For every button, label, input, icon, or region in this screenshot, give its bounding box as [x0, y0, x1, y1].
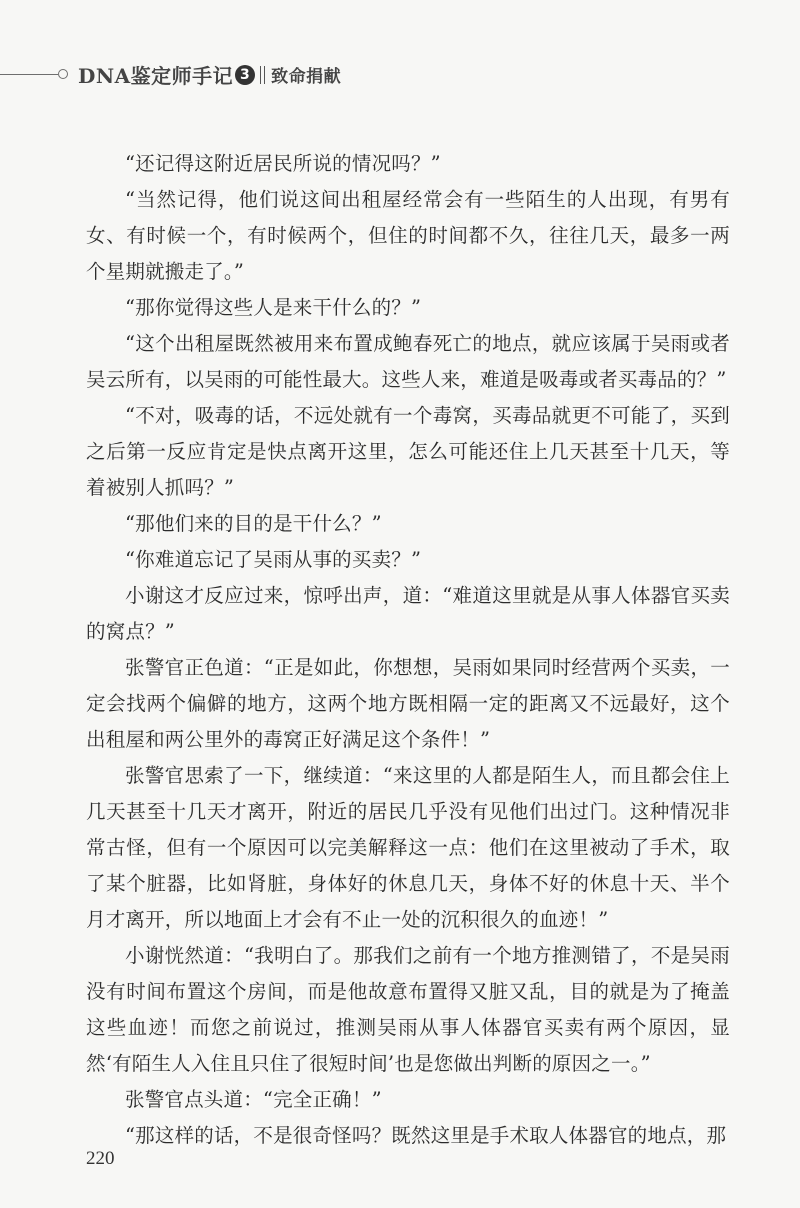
paragraph: 张警官点头道：“完全正确！”: [125, 1088, 382, 1111]
paragraph: “那他们来的目的是干什么？”: [125, 512, 382, 535]
book-title: DNA鉴定师手记: [78, 64, 234, 88]
paragraph: “这个出租屋既然被用来布置成鲍春死亡的地点，就应该属于吴雨或者吴云所有，以吴雨的可能性最大。这些人来，难道是吸毒或者买毒品的？”: [86, 332, 730, 391]
page-number: 220: [86, 1148, 115, 1169]
book-subtitle: 致命捐献: [271, 67, 342, 87]
paragraph: “那这样的话，不是很奇怪吗？既然这里是手术取人体器官的地点，那: [125, 1124, 727, 1147]
paragraph: 小谢这才反应过来，惊呼出声，道：“难道这里就是从事人体器官买卖的窝点？”: [86, 584, 730, 643]
paragraph: 张警官思索了一下，继续道：“来这里的人都是陌生人，而且都会住上几天甚至十几天才离开，附近的居民几乎没有见他们出过门。这种情况非常古怪，但有一个原因可以完美解释这一点：他们在这里被动了手术，取了某个脏器，比如肾脏，身体好的休息几天，身体不好的休息十天、半个月才离开，所以地面上才会有不止一处的沉积很久的血迹！”: [86, 764, 730, 931]
paragraph: “你难道忘记了吴雨从事的买卖？”: [125, 548, 422, 571]
paragraph: 小谢恍然道：“我明白了。那我们之前有一个地方推测错了，不是吴雨没有时间布置这个房间，而是他故意布置得又脏又乱，目的就是为了掩盖这些血迹！而您之前说过，推测吴雨从事人体器官买卖有两个原因，显然‘有陌生人入住且只住了很短时间’也是您做出判断的原因之一。”: [86, 944, 730, 1075]
paragraph: 张警官正色道：“正是如此，你想想，吴雨如果同时经营两个买卖，一定会找两个偏僻的地方，这两个地方既相隔一定的距离又不远最好，这个出租屋和两公里外的毒窝正好满足这个条件！”: [86, 656, 730, 751]
paragraph: “不对，吸毒的话，不远处就有一个毒窝，买毒品就更不可能了，买到之后第一反应肯定是快点离开这里，怎么可能还住上几天甚至十几天，等着被别人抓吗？”: [86, 404, 730, 499]
paragraph: “还记得这附近居民所说的情况吗？”: [125, 152, 441, 175]
paragraph: “当然记得，他们说这间出租屋经常会有一些陌生的人出现，有男有女、有时候一个，有时候两个，但住的时间都不久，往往几天，最多一两个星期就搬走了。”: [86, 188, 730, 283]
header-title: [78, 60, 341, 89]
running-header: [0, 58, 800, 88]
body-text: [86, 146, 730, 1154]
paragraph: “那你觉得这些人是来干什么的？”: [125, 296, 422, 319]
header-circle-ornament: [58, 69, 68, 79]
volume-badge: 3: [235, 65, 255, 85]
header-rule: [0, 74, 58, 75]
header-separator: [260, 66, 265, 84]
